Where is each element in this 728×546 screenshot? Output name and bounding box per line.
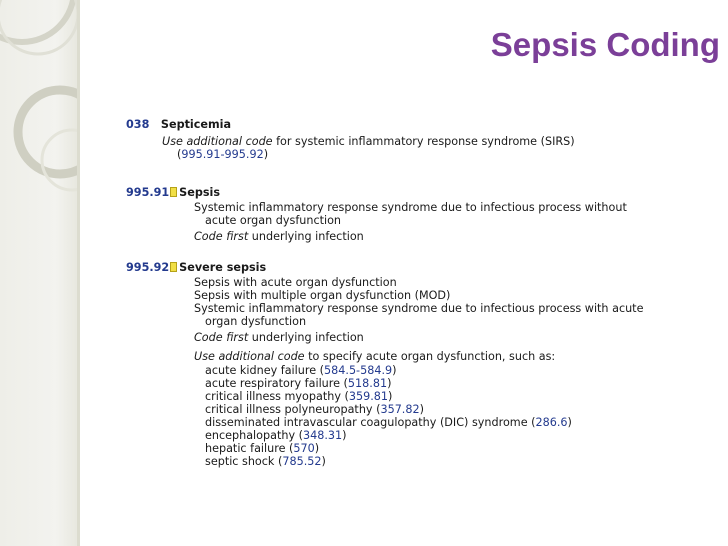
code-reference-link[interactable]: 584.5-584.9 xyxy=(324,364,393,377)
code-reference-link[interactable]: 518.81 xyxy=(347,377,388,390)
inclusion-line: acute organ dysfunction xyxy=(205,214,342,227)
code-first-note xyxy=(194,331,364,344)
use-additional-note xyxy=(194,350,555,363)
note-text: for systemic inflammatory response syndrome (SIRS) xyxy=(272,135,575,148)
note-lead: Use additional code xyxy=(162,135,273,148)
note-text: underlying infection xyxy=(248,331,364,344)
code-reference-link[interactable]: 357.82 xyxy=(380,403,420,416)
list-item: critical illness polyneuropathy (357.82) xyxy=(205,403,424,416)
note-lead: Code first xyxy=(194,331,249,344)
entry-038 xyxy=(126,118,231,131)
inclusion-line: organ dysfunction xyxy=(205,315,307,328)
code-label: 995.91 xyxy=(126,186,170,199)
inclusion-line: Systemic inflammatory response syndrome due to infectious process with acute xyxy=(194,302,644,315)
code-first-note xyxy=(194,230,364,243)
code-reference-link[interactable]: 785.52 xyxy=(282,455,322,468)
list-item: disseminated intravascular coagulopathy (DIC) syndrome (286.6) xyxy=(205,416,572,429)
list-item: acute kidney failure (584.5-584.9) xyxy=(205,364,397,377)
inclusion-line: Sepsis with multiple organ dysfunction (MOD) xyxy=(194,289,451,302)
entry-heading: Septicemia xyxy=(160,118,232,131)
age-flag-icon xyxy=(170,262,177,272)
note-line xyxy=(162,135,575,148)
list-item: encephalopathy (348.31) xyxy=(205,429,347,442)
code-reference-link[interactable]: 995.91-995.92 xyxy=(181,148,264,161)
list-item: septic shock (785.52) xyxy=(205,455,326,468)
note-line: (995.91-995.92) xyxy=(177,148,269,161)
note-text: to specify acute organ dysfunction, such as: xyxy=(304,350,556,363)
code-reference-link[interactable]: 286.6 xyxy=(535,416,568,429)
note-text: underlying infection xyxy=(248,230,364,243)
list-item: critical illness myopathy (359.81) xyxy=(205,390,393,403)
code-label: 995.92 xyxy=(126,261,170,274)
entry-995-91 xyxy=(126,186,220,199)
slide-title: Sepsis Coding xyxy=(490,26,720,63)
entry-heading: Severe sepsis xyxy=(179,261,267,274)
entry-995-92 xyxy=(126,261,266,274)
age-flag-icon xyxy=(170,187,177,197)
code-reference-link[interactable]: 570 xyxy=(293,442,315,455)
code-label: 038 xyxy=(126,118,150,131)
note-lead: Use additional code xyxy=(194,350,305,363)
inclusion-line: Sepsis with acute organ dysfunction xyxy=(194,276,397,289)
list-item: acute respiratory failure (518.81) xyxy=(205,377,392,390)
inclusion-line: Systemic inflammatory response syndrome due to infectious process without xyxy=(194,201,627,214)
code-reference-link[interactable]: 348.31 xyxy=(302,429,343,442)
entry-heading: Sepsis xyxy=(179,186,220,199)
code-reference-link[interactable]: 359.81 xyxy=(348,390,389,403)
note-lead: Code first xyxy=(194,230,249,243)
list-item: hepatic failure (570) xyxy=(205,442,320,455)
